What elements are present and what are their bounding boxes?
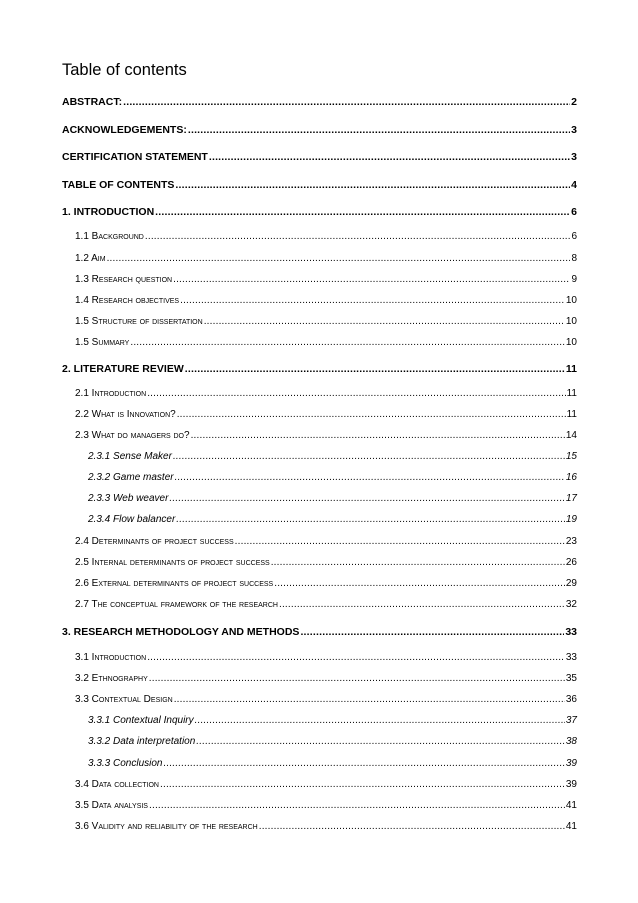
dot-leader: [274, 577, 565, 591]
dot-leader: [173, 450, 565, 464]
toc-entry[interactable]: [62, 150, 577, 164]
toc-entry-title: 3.5 Data analysis: [75, 800, 148, 811]
toc-entry-page-number: 16: [565, 472, 577, 483]
dot-leader: [149, 672, 565, 686]
toc-entry[interactable]: [75, 799, 577, 813]
toc-entry[interactable]: [62, 95, 577, 109]
toc-entry-title: TABLE OF CONTENTS: [62, 179, 175, 191]
toc-entry-title: 1.5 Structure of dissertation: [75, 316, 203, 327]
toc-entry-page-number: 3: [571, 151, 577, 163]
toc-entry-title: 2.3.4 Flow balancer: [88, 514, 176, 525]
toc-entry[interactable]: [75, 556, 577, 570]
toc-entry-page-number: 10: [565, 316, 577, 327]
toc-entry[interactable]: [75, 429, 577, 443]
toc-entry-title: ACKNOWLEDGEMENTS:: [62, 124, 187, 136]
toc-entry-title: 3.3.3 Conclusion: [88, 758, 163, 769]
toc-entry[interactable]: [75, 693, 577, 707]
toc-entry-page-number: 8: [571, 253, 577, 264]
toc-entry-title: 2.5 Internal determinants of project success: [75, 557, 270, 568]
toc-entry-page-number: 6: [571, 231, 577, 242]
dot-leader: [149, 799, 565, 813]
toc-entry-page-number: 11: [566, 409, 577, 420]
dot-leader: [271, 556, 565, 570]
toc-entry-page-number: 38: [565, 736, 577, 747]
toc-entry-title: 3.6 Validity and reliability of the research: [75, 821, 258, 832]
toc-entry-title: CERTIFICATION STATEMENT: [62, 151, 208, 163]
toc-entry-page-number: 11: [566, 388, 577, 399]
dot-leader: [188, 123, 570, 137]
dot-leader: [195, 714, 565, 728]
toc-entry-title: 2.4 Determinants of project success: [75, 536, 234, 547]
dot-leader: [169, 492, 564, 506]
toc-entry[interactable]: [75, 252, 577, 266]
toc-entry-page-number: 14: [565, 430, 577, 441]
dot-leader: [160, 778, 565, 792]
toc-entry-page-number: 39: [565, 779, 577, 790]
toc-entry-page-number: 3: [571, 124, 577, 136]
toc-entry-title: 3.3.1 Contextual Inquiry: [88, 715, 194, 726]
toc-entry[interactable]: [75, 577, 577, 591]
toc-entry-page-number: 41: [565, 800, 577, 811]
dot-leader: [107, 252, 571, 266]
toc-entry-page-number: 10: [565, 337, 577, 348]
toc-entry[interactable]: [75, 778, 577, 792]
dot-leader: [173, 273, 570, 287]
toc-entry-title: 1.4 Research objectives: [75, 295, 180, 306]
toc-entry[interactable]: [62, 362, 577, 376]
toc-entry[interactable]: [88, 735, 577, 749]
dot-leader: [196, 735, 565, 749]
toc-entry-page-number: 6: [571, 206, 577, 218]
page-title: Table of contents: [62, 61, 187, 79]
dot-leader: [123, 95, 570, 109]
toc-entry-title: 2.2 What is Innovation?: [75, 409, 176, 420]
dot-leader: [180, 294, 565, 308]
toc-entry[interactable]: [75, 387, 577, 401]
dot-leader: [145, 230, 571, 244]
toc-entry-page-number: 41: [565, 821, 577, 832]
toc-entry-title: 3.3.2 Data interpretation: [88, 736, 196, 747]
toc-entry[interactable]: [75, 535, 577, 549]
dot-leader: [175, 471, 565, 485]
dot-leader: [209, 150, 570, 164]
toc-entry-page-number: 2: [571, 96, 577, 108]
toc-entry[interactable]: [75, 315, 577, 329]
toc-entry[interactable]: [75, 820, 577, 834]
toc-entry-title: 3.3 Contextual Design: [75, 694, 173, 705]
dot-leader: [204, 315, 565, 329]
dot-leader: [259, 820, 565, 834]
toc-entry-title: 1.1 Background: [75, 231, 144, 242]
toc-entry-page-number: 29: [565, 578, 577, 589]
dot-leader: [191, 429, 565, 443]
toc-entry-page-number: 15: [565, 451, 577, 462]
dot-leader: [176, 513, 565, 527]
toc-entry-title: 2. LITERATURE REVIEW: [62, 363, 184, 375]
toc-entry-title: 1.2 Aim: [75, 253, 106, 264]
dot-leader: [235, 535, 565, 549]
toc-entry-page-number: 19: [565, 514, 577, 525]
dot-leader: [174, 693, 565, 707]
toc-entry[interactable]: [75, 273, 577, 287]
toc-entry[interactable]: [88, 471, 577, 485]
toc-entry-page-number: 33: [565, 626, 577, 638]
dot-leader: [175, 178, 570, 192]
toc-entry-page-number: 9: [571, 274, 577, 285]
toc-entry-title: 1.3 Research question: [75, 274, 173, 285]
dot-leader: [155, 205, 570, 219]
toc-entry[interactable]: [62, 205, 577, 219]
toc-entry[interactable]: [62, 625, 577, 639]
toc-entry-page-number: 10: [565, 295, 577, 306]
toc-entry-title: 3. RESEARCH METHODOLOGY AND METHODS: [62, 626, 300, 638]
toc-entry[interactable]: [62, 178, 577, 192]
toc-entry-title: 2.7 The conceptual framework of the research: [75, 599, 278, 610]
toc-entry-page-number: 4: [571, 179, 577, 191]
toc-entry-title: 2.6 External determinants of project success: [75, 578, 274, 589]
toc-entry[interactable]: [88, 492, 577, 506]
toc-entry[interactable]: [88, 513, 577, 527]
toc-entry[interactable]: [75, 651, 577, 665]
dot-leader: [185, 362, 565, 376]
toc-entry[interactable]: [88, 450, 577, 464]
toc-entry[interactable]: [75, 336, 577, 350]
toc-entry-page-number: 37: [565, 715, 577, 726]
toc-entry-title: 2.3.3 Web weaver: [88, 493, 169, 504]
toc-entry-page-number: 23: [565, 536, 577, 547]
toc-entry[interactable]: [62, 123, 577, 137]
dot-leader: [147, 651, 565, 665]
toc-entry-title: 3.4 Data collection: [75, 779, 159, 790]
toc-entry-page-number: 26: [565, 557, 577, 568]
toc-entry-title: 2.3.2 Game master: [88, 472, 174, 483]
toc-entry[interactable]: [88, 757, 577, 771]
toc-entry-title: 2.3 What do managers do?: [75, 430, 190, 441]
toc-entry-page-number: 17: [565, 493, 577, 504]
dot-leader: [164, 757, 565, 771]
toc-entry-page-number: 33: [565, 652, 577, 663]
toc-entry-page-number: 36: [565, 694, 577, 705]
dot-leader: [300, 625, 564, 639]
toc-entry[interactable]: [75, 294, 577, 308]
toc-entry-page-number: 35: [565, 673, 577, 684]
dot-leader: [279, 598, 565, 612]
toc-entry-title: 2.1 Introduction: [75, 388, 147, 399]
toc-entry-title: ABSTRACT:: [62, 96, 123, 108]
toc-entry-title: 3.1 Introduction: [75, 652, 147, 663]
toc-entry-title: 3.2 Ethnography: [75, 673, 148, 684]
dot-leader: [177, 408, 566, 422]
toc-entry-page-number: 39: [565, 758, 577, 769]
toc-entry-title: 1.5 Summary: [75, 337, 130, 348]
dot-leader: [147, 387, 565, 401]
toc-entry-title: 2.3.1 Sense Maker: [88, 451, 172, 462]
toc-entry[interactable]: [75, 598, 577, 612]
toc-entry[interactable]: [75, 230, 577, 244]
toc-entry[interactable]: [88, 714, 577, 728]
dot-leader: [130, 336, 565, 350]
toc-entry[interactable]: [75, 408, 577, 422]
toc-entry-title: 1. INTRODUCTION: [62, 206, 155, 218]
toc-entry-page-number: 32: [565, 599, 577, 610]
toc-entry[interactable]: [75, 672, 577, 686]
toc-entry-page-number: 11: [565, 363, 577, 375]
